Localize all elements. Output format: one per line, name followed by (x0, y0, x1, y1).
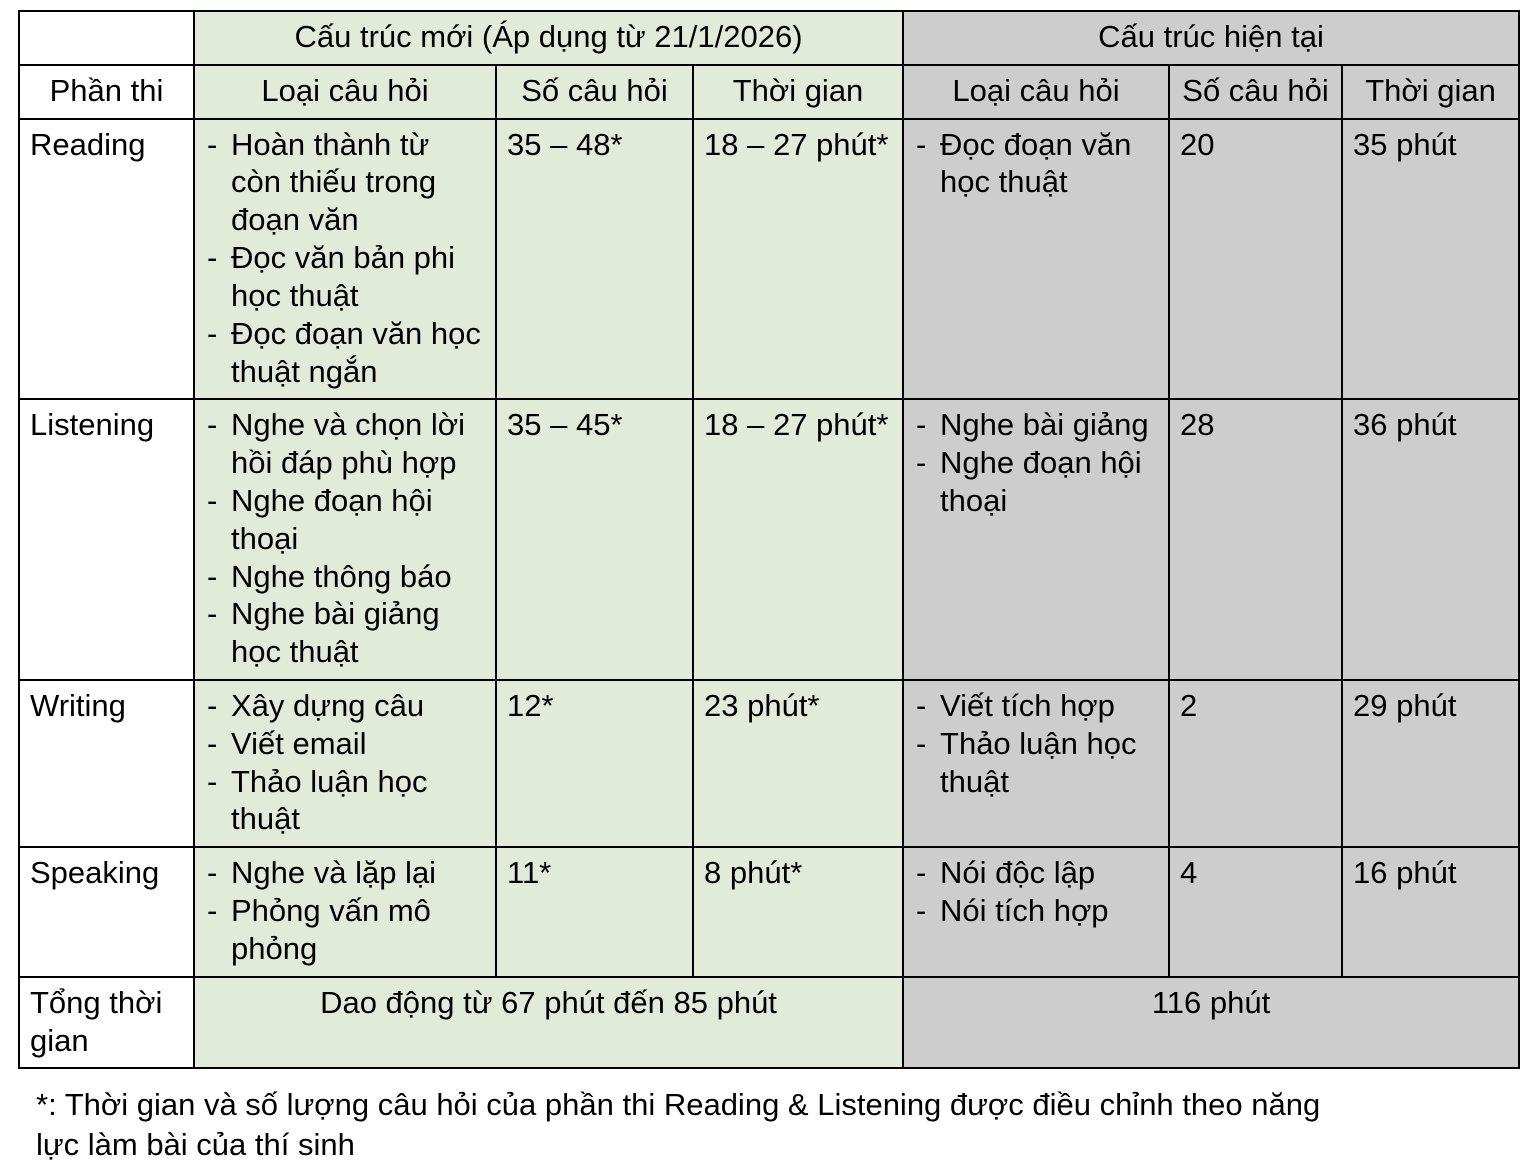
question-type-list (914, 406, 1158, 519)
row-new-time: 18 – 27 phút* (693, 399, 903, 680)
list-item: - Nghe và chọn lời hồi đáp phù hợp (205, 406, 485, 482)
row-current-question-count: 2 (1169, 680, 1342, 847)
row-current-time: 16 phút (1342, 847, 1519, 976)
row-new-question-count: 35 – 48* (496, 119, 693, 400)
row-current-question-types (903, 680, 1169, 847)
list-item: - Thảo luận học thuật (205, 763, 485, 839)
question-type-list (914, 687, 1158, 800)
list-item: - Nghe đoạn hội thoại (205, 482, 485, 558)
row-new-question-count: 11* (496, 847, 693, 976)
row-current-question-count: 28 (1169, 399, 1342, 680)
column-header-part: Phần thi (19, 65, 194, 119)
table-row (19, 399, 1519, 680)
list-item: - Hoàn thành từ còn thiếu trong đoạn văn (205, 126, 485, 239)
list-item: - Nói độc lập (914, 854, 1158, 892)
row-new-time: 18 – 27 phút* (693, 119, 903, 400)
row-new-question-types (194, 399, 496, 680)
question-type-list (205, 126, 485, 391)
row-current-question-count: 4 (1169, 847, 1342, 976)
total-current-structure-value: 116 phút (903, 977, 1519, 1069)
question-type-list (914, 854, 1158, 930)
corner-empty-cell (19, 11, 194, 65)
exam-structure-table (18, 10, 1520, 1069)
list-item: - Đọc văn bản phi học thuật (205, 239, 485, 315)
row-current-question-types (903, 119, 1169, 400)
table-row (19, 119, 1519, 400)
row-part-label: Writing (19, 680, 194, 847)
list-item: - Nói tích hợp (914, 892, 1158, 930)
table-total-row (19, 977, 1519, 1069)
row-part-label: Reading (19, 119, 194, 400)
column-header-new-question-count: Số câu hỏi (496, 65, 693, 119)
row-part-label: Speaking (19, 847, 194, 976)
row-current-question-types (903, 847, 1169, 976)
list-item: - Nghe đoạn hội thoại (914, 444, 1158, 520)
total-new-structure-value: Dao động từ 67 phút đến 85 phút (194, 977, 903, 1069)
question-type-list (914, 126, 1158, 202)
question-type-list (205, 406, 485, 671)
list-item: - Viết tích hợp (914, 687, 1158, 725)
list-item: - Xây dựng câu (205, 687, 485, 725)
list-item: - Nghe và lặp lại (205, 854, 485, 892)
question-type-list (205, 687, 485, 838)
row-new-question-types (194, 680, 496, 847)
table-group-header-row (19, 11, 1519, 65)
row-current-time: 29 phút (1342, 680, 1519, 847)
column-header-new-question-type: Loại câu hỏi (194, 65, 496, 119)
question-type-list (205, 854, 485, 967)
row-new-question-count: 12* (496, 680, 693, 847)
list-item: - Thảo luận học thuật (914, 725, 1158, 801)
table-row (19, 680, 1519, 847)
row-current-question-types (903, 399, 1169, 680)
row-new-time: 8 phút* (693, 847, 903, 976)
column-header-current-time: Thời gian (1342, 65, 1519, 119)
row-new-question-types (194, 119, 496, 400)
row-part-label: Listening (19, 399, 194, 680)
row-new-question-count: 35 – 45* (496, 399, 693, 680)
column-header-current-question-count: Số câu hỏi (1169, 65, 1342, 119)
list-item: - Nghe thông báo (205, 558, 485, 596)
table-row (19, 847, 1519, 976)
row-current-time: 36 phút (1342, 399, 1519, 680)
total-row-label: Tổng thời gian (19, 977, 194, 1069)
group-header-new-structure: Cấu trúc mới (Áp dụng từ 21/1/2026) (194, 11, 903, 65)
list-item: - Nghe bài giảng (914, 406, 1158, 444)
column-header-current-question-type: Loại câu hỏi (903, 65, 1169, 119)
row-current-time: 35 phút (1342, 119, 1519, 400)
list-item: - Viết email (205, 725, 485, 763)
group-header-current-structure: Cấu trúc hiện tại (903, 11, 1519, 65)
list-item: - Nghe bài giảng học thuật (205, 595, 485, 671)
column-header-new-time: Thời gian (693, 65, 903, 119)
table-column-header-row (19, 65, 1519, 119)
footnote-text: *: Thời gian và số lượng câu hỏi của phần thi Reading & Listening được điều chỉnh theo năng lực làm bài của thí sinh (36, 1087, 1321, 1162)
list-item: - Phỏng vấn mô phỏng (205, 892, 485, 968)
list-item: - Đọc đoạn văn học thuật (914, 126, 1158, 202)
row-new-question-types (194, 847, 496, 976)
list-item: - Đọc đoạn văn học thuật ngắn (205, 315, 485, 391)
row-current-question-count: 20 (1169, 119, 1342, 400)
row-new-time: 23 phút* (693, 680, 903, 847)
